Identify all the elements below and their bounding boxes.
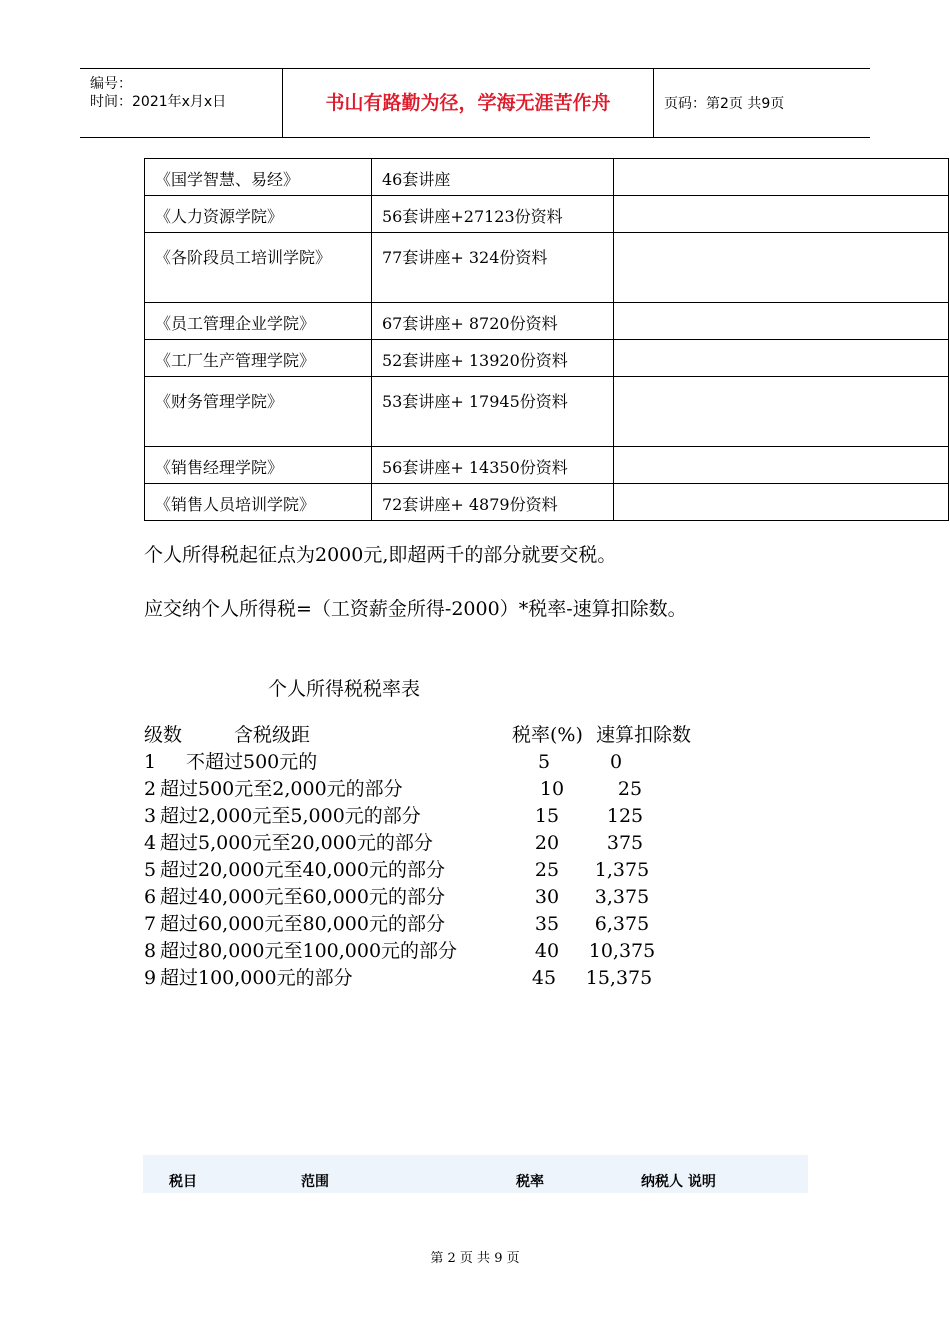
course-name: 《销售经理学院》 [145,447,372,484]
rate-level: 3 [144,805,157,827]
rate-level: 8 [144,940,157,962]
rate-percent: 5 [537,751,551,773]
page-footer: 第 2 页 共 9 页 [430,1251,520,1266]
header-deduction: 速算扣除数 [596,724,692,746]
rate-range: 超过5,000元至20,000元的部分 [160,832,433,854]
time-label: 时间：2021年x月x日 [90,94,227,110]
course-name: 《国学智慧、易经》 [145,159,372,196]
table-row [145,377,949,447]
header-range: 含税级距 [234,724,311,746]
rate-percent: 10 [539,778,565,800]
rate-range: 超过100,000元的部分 [160,967,353,989]
rate-deduction: 15,375 [585,967,653,989]
rate-table-title: 个人所得税税率表 [268,678,421,700]
rate-deduction: 10,375 [588,940,656,962]
rate-range: 不超过500元的 [186,751,318,773]
rate-percent: 20 [534,832,560,854]
rate-deduction: 125 [606,805,644,827]
course-content: 77套讲座+ 324份资料 [372,233,614,303]
table-row [144,965,744,992]
header-motto: 书山有路勤为径，学海无涯苦作舟 [283,69,654,137]
course-content: 52套讲座+ 13920份资料 [372,340,614,377]
rate-level: 4 [144,832,157,854]
course-name: 《员工管理企业学院》 [145,303,372,340]
course-extra [614,377,949,447]
rate-range: 超过60,000元至80,000元的部分 [160,913,445,935]
rate-range: 超过80,000元至100,000元的部分 [160,940,458,962]
rate-deduction: 6,375 [594,913,650,935]
course-content: 56套讲座+ 14350份资料 [372,447,614,484]
table-row [145,484,949,521]
rate-deduction: 0 [609,751,623,773]
rate-percent: 35 [534,913,560,935]
course-extra [614,447,949,484]
course-extra [614,159,949,196]
header-scope: 范围 [301,1174,329,1190]
course-extra [614,196,949,233]
rate-percent: 15 [534,805,560,827]
table-row [145,159,949,196]
course-name: 《人力资源学院》 [145,196,372,233]
header-tax-rate: 税率 [516,1174,544,1190]
table-row [144,830,744,857]
course-content: 53套讲座+ 17945份资料 [372,377,614,447]
table-row [144,857,744,884]
rate-range: 超过500元至2,000元的部分 [160,778,403,800]
course-extra [614,303,949,340]
table-row [145,196,949,233]
course-content: 46套讲座 [372,159,614,196]
course-name: 《各阶段员工培训学院》 [145,233,372,303]
rate-range: 超过40,000元至60,000元的部分 [160,886,445,908]
rate-level: 1 [144,751,157,773]
header-rate: 税率(%) [512,724,583,746]
rate-level: 2 [144,778,157,800]
course-content: 56套讲座+27123份资料 [372,196,614,233]
header-level: 级数 [144,724,183,746]
rate-range: 超过20,000元至40,000元的部分 [160,859,445,881]
rate-deduction: 25 [617,778,643,800]
course-extra [614,233,949,303]
course-extra [614,340,949,377]
tax-threshold-text: 个人所得税起征点为2000元,即超两千的部分就要交税。 [144,544,617,566]
number-label: 编号： [90,76,132,92]
rate-percent: 40 [534,940,560,962]
course-content: 72套讲座+ 4879份资料 [372,484,614,521]
rate-range: 超过2,000元至5,000元的部分 [160,805,421,827]
table-row [144,776,744,803]
rate-deduction: 1,375 [594,859,650,881]
rate-table-header [144,722,744,749]
tax-table-header [143,1155,808,1193]
table-row [144,803,744,830]
course-name: 《工厂生产管理学院》 [145,340,372,377]
table-row [145,303,949,340]
rate-deduction: 375 [606,832,644,854]
course-extra [614,484,949,521]
table-row [144,749,744,776]
header-page-label: 页码：第2页 共9页 [664,96,785,112]
table-row [145,447,949,484]
table-row [144,884,744,911]
header-meta [80,69,283,137]
rate-level: 5 [144,859,157,881]
rate-percent: 30 [534,886,560,908]
rate-level: 7 [144,913,157,935]
course-content: 67套讲座+ 8720份资料 [372,303,614,340]
table-row [145,340,949,377]
course-name: 《销售人员培训学院》 [145,484,372,521]
rate-percent: 25 [534,859,560,881]
rate-level: 9 [144,967,157,989]
table-row [144,938,744,965]
rate-percent: 45 [531,967,557,989]
rate-table [144,722,744,992]
course-table [144,158,949,521]
course-name: 《财务管理学院》 [145,377,372,447]
table-row [144,911,744,938]
header-taxpayer-note: 纳税人 说明 [641,1174,716,1190]
page-header [80,68,870,138]
tax-formula-text: 应交纳个人所得税=（工资薪金所得-2000）*税率-速算扣除数。 [144,598,687,620]
header-tax-item: 税目 [169,1174,197,1190]
table-row [145,233,949,303]
rate-deduction: 3,375 [594,886,650,908]
rate-level: 6 [144,886,157,908]
